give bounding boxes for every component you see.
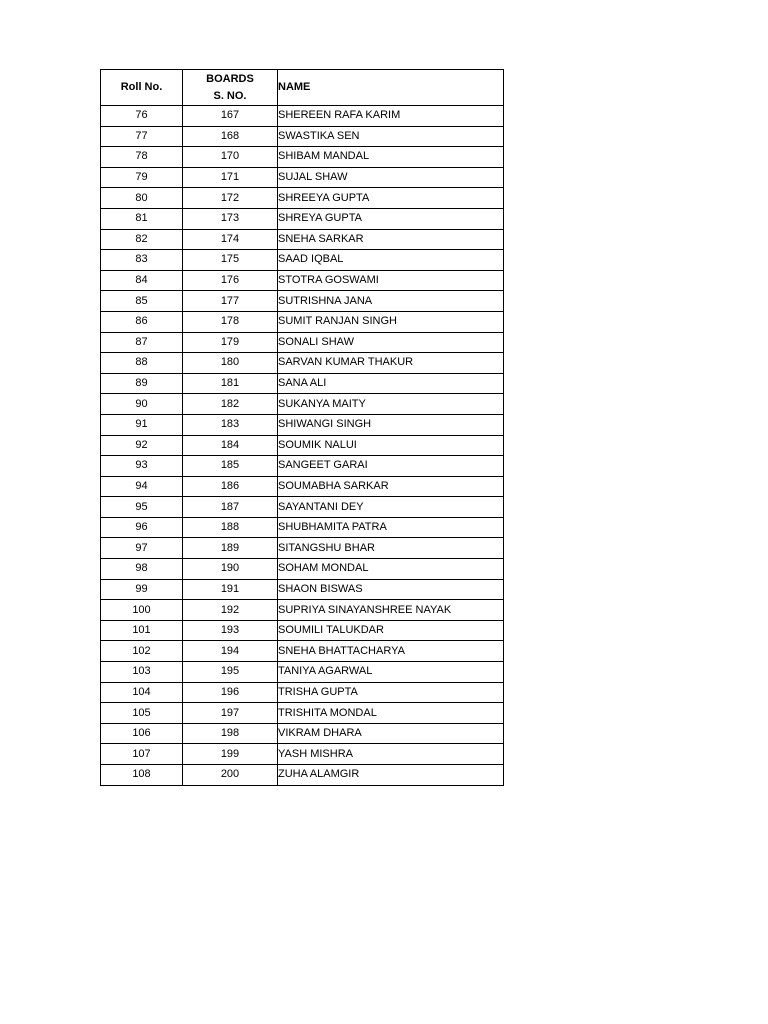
roll-no-cell: 104 [101,682,183,703]
student-name-cell: SUMIT RANJAN SINGH [278,311,504,332]
table-body [101,106,504,786]
student-name-cell: SHIBAM MANDAL [278,147,504,168]
boards-sno-cell: 177 [183,291,278,312]
table-row [101,373,504,394]
table-row [101,188,504,209]
boards-sno-cell: 174 [183,229,278,250]
student-name-cell: SUJAL SHAW [278,167,504,188]
student-name-cell: SANGEET GARAI [278,456,504,477]
roll-no-cell: 95 [101,497,183,518]
student-name-cell: SHIWANGI SINGH [278,414,504,435]
roll-no-cell: 92 [101,435,183,456]
student-name-cell: SOUMABHA SARKAR [278,476,504,497]
table-row [101,579,504,600]
student-name-cell: YASH MISHRA [278,744,504,765]
table-row [101,620,504,641]
roll-no-cell: 108 [101,765,183,786]
student-name-cell: SAAD IQBAL [278,250,504,271]
boards-sno-cell: 198 [183,723,278,744]
table-row [101,538,504,559]
table-row [101,744,504,765]
roll-no-cell: 99 [101,579,183,600]
roll-no-cell: 101 [101,620,183,641]
roll-no-cell: 87 [101,332,183,353]
table-row [101,270,504,291]
student-name-cell: SHAON BISWAS [278,579,504,600]
student-name-cell: SUPRIYA SINAYANSHREE NAYAK [278,600,504,621]
roll-no-cell: 93 [101,456,183,477]
boards-header-line2: S. NO. [213,89,247,102]
table-row [101,250,504,271]
boards-sno-cell: 192 [183,600,278,621]
table-row [101,641,504,662]
roll-no-cell: 98 [101,559,183,580]
boards-sno-cell: 184 [183,435,278,456]
table-header [101,70,504,106]
roll-no-cell: 100 [101,600,183,621]
roll-no-cell: 106 [101,723,183,744]
table-row [101,291,504,312]
boards-sno-cell: 180 [183,353,278,374]
student-name-cell: SHREEYA GUPTA [278,188,504,209]
boards-sno-cell: 179 [183,332,278,353]
table-row [101,682,504,703]
roll-no-cell: 86 [101,311,183,332]
roll-no-cell: 85 [101,291,183,312]
roll-no-cell: 76 [101,106,183,127]
roll-no-cell: 105 [101,703,183,724]
student-name-cell: SUTRISHNA JANA [278,291,504,312]
boards-sno-cell: 195 [183,662,278,683]
boards-sno-cell: 167 [183,106,278,127]
boards-sno-cell: 173 [183,208,278,229]
roll-no-cell: 89 [101,373,183,394]
header-row [101,70,504,106]
roll-no-cell: 81 [101,208,183,229]
table-row [101,106,504,127]
boards-sno-cell: 189 [183,538,278,559]
table-row [101,126,504,147]
student-name-cell: ZUHA ALAMGIR [278,765,504,786]
table-row [101,456,504,477]
student-name-cell: SANA ALI [278,373,504,394]
table-row [101,559,504,580]
student-name-cell: SOUMILI TALUKDAR [278,620,504,641]
table-row [101,208,504,229]
boards-sno-cell: 171 [183,167,278,188]
table-row [101,311,504,332]
roll-no-cell: 90 [101,394,183,415]
table-row [101,703,504,724]
boards-sno-header [183,70,278,106]
table-row [101,600,504,621]
boards-sno-cell: 175 [183,250,278,271]
roll-no-cell: 84 [101,270,183,291]
roll-no-cell: 96 [101,517,183,538]
boards-sno-cell: 199 [183,744,278,765]
boards-sno-cell: 187 [183,497,278,518]
student-name-cell: SAYANTANI DEY [278,497,504,518]
table-row [101,765,504,786]
student-name-cell: TRISHITA MONDAL [278,703,504,724]
student-roster-table [100,69,504,786]
boards-sno-cell: 172 [183,188,278,209]
student-name-cell: STOTRA GOSWAMI [278,270,504,291]
boards-sno-cell: 191 [183,579,278,600]
boards-sno-cell: 185 [183,456,278,477]
student-roster-sheet [100,69,504,786]
table-row [101,147,504,168]
student-name-cell: SOUMIK NALUI [278,435,504,456]
student-name-cell: TANIYA AGARWAL [278,662,504,683]
table-row [101,723,504,744]
student-name-cell: SUKANYA MAITY [278,394,504,415]
student-name-cell: SITANGSHU BHAR [278,538,504,559]
name-header: NAME [278,70,504,106]
student-name-cell: SNEHA SARKAR [278,229,504,250]
roll-no-cell: 80 [101,188,183,209]
boards-sno-cell: 181 [183,373,278,394]
table-row [101,167,504,188]
boards-sno-cell: 190 [183,559,278,580]
roll-no-cell: 97 [101,538,183,559]
roll-no-cell: 88 [101,353,183,374]
boards-sno-cell: 197 [183,703,278,724]
roll-no-cell: 103 [101,662,183,683]
roll-no-cell: 83 [101,250,183,271]
roll-no-cell: 94 [101,476,183,497]
table-row [101,662,504,683]
roll-no-cell: 102 [101,641,183,662]
table-row [101,229,504,250]
boards-sno-cell: 168 [183,126,278,147]
roll-no-cell: 91 [101,414,183,435]
student-name-cell: SHEREEN RAFA KARIM [278,106,504,127]
student-name-cell: SNEHA BHATTACHARYA [278,641,504,662]
student-name-cell: SONALI SHAW [278,332,504,353]
boards-sno-cell: 176 [183,270,278,291]
table-row [101,435,504,456]
student-name-cell: TRISHA GUPTA [278,682,504,703]
roll-no-cell: 107 [101,744,183,765]
roll-no-cell: 78 [101,147,183,168]
boards-sno-cell: 196 [183,682,278,703]
table-row [101,332,504,353]
table-row [101,394,504,415]
boards-sno-cell: 194 [183,641,278,662]
table-row [101,353,504,374]
boards-sno-cell: 193 [183,620,278,641]
student-name-cell: SOHAM MONDAL [278,559,504,580]
student-name-cell: SHUBHAMITA PATRA [278,517,504,538]
student-name-cell: SARVAN KUMAR THAKUR [278,353,504,374]
boards-sno-cell: 178 [183,311,278,332]
boards-sno-cell: 183 [183,414,278,435]
student-name-cell: SWASTIKA SEN [278,126,504,147]
table-row [101,517,504,538]
roll-no-cell: 77 [101,126,183,147]
student-name-cell: SHREYA GUPTA [278,208,504,229]
boards-sno-cell: 200 [183,765,278,786]
boards-sno-cell: 188 [183,517,278,538]
table-row [101,476,504,497]
boards-sno-cell: 170 [183,147,278,168]
roll-no-cell: 79 [101,167,183,188]
table-row [101,497,504,518]
table-row [101,414,504,435]
roll-no-header: Roll No. [101,70,183,106]
roll-no-cell: 82 [101,229,183,250]
boards-sno-cell: 186 [183,476,278,497]
boards-sno-cell: 182 [183,394,278,415]
student-name-cell: VIKRAM DHARA [278,723,504,744]
boards-header-line1: BOARDS [206,72,254,85]
